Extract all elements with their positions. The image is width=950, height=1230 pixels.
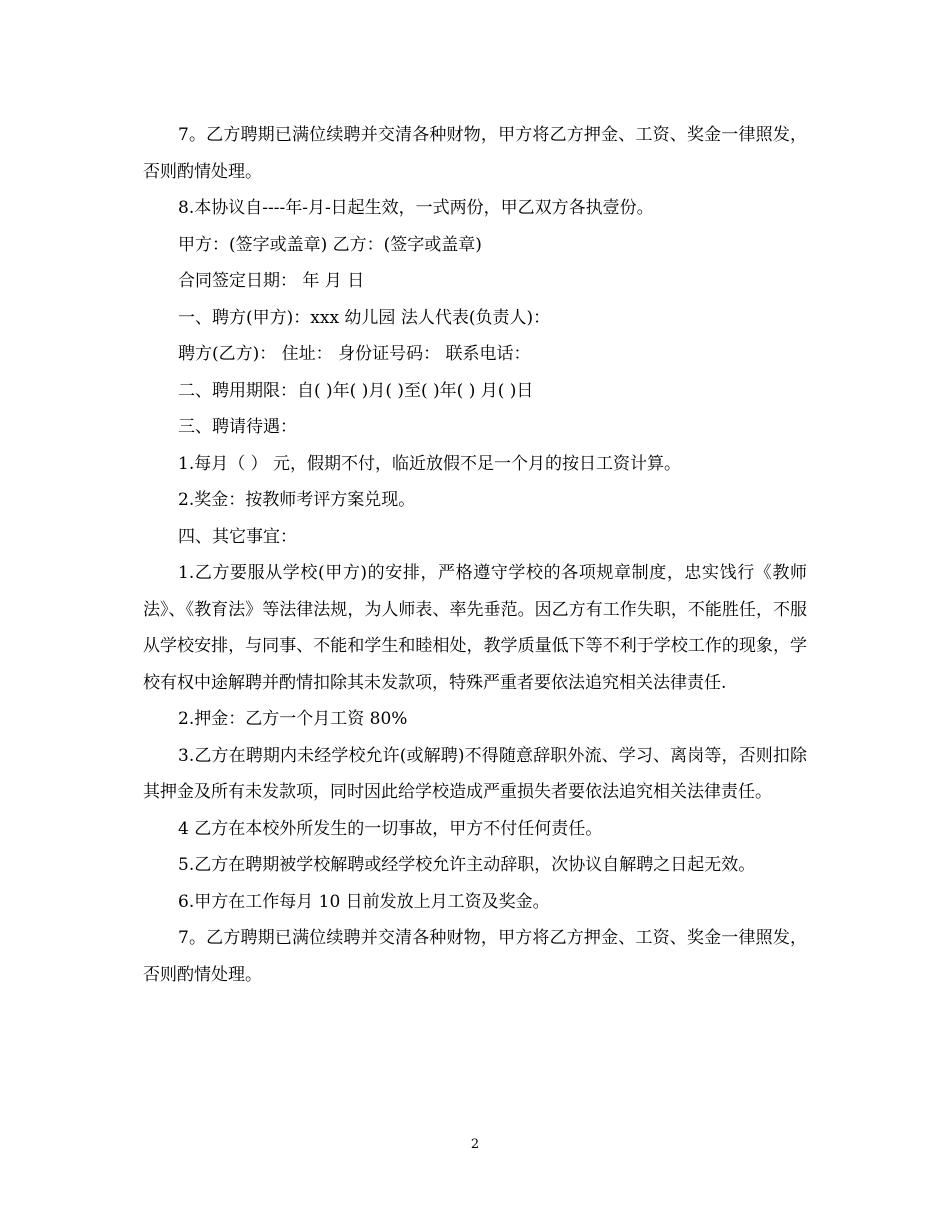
bonus-clause: 2.奖金：按教师考评方案兑现。 [178,490,416,510]
section-1-employer: 一、聘方(甲方)：xxx 幼儿园 法人代表(负责人)： [178,307,551,328]
other-clause-7: 7。乙方聘期已满位续聘并交清各种财物，甲方将乙方押金、工资、奖金一律照发，否则酌情处理。 [143,928,807,985]
other-clause-2-deposit: 2.押金：乙方一个月工资 80% [178,709,408,729]
salary-clause: 1.每月（ ） 元，假期不付，临近放假不足一个月的按日工资计算。 [178,453,682,474]
other-clause-6: 6.甲方在工作每月 10 日前发放上月工资及奖金。 [178,891,550,912]
other-clause-1: 1.乙方要服从学校(甲方)的安排，严格遵守学校的各项规章制度，忠实饯行《教师法》、《教育法》等法律法规，为人师表、率先垂范。因乙方有工作失职，不能胜任，不服从学校安排，与同事、不能和学生和睦相处，教学质量低下等不利于学校工作的现象，学校有权中途解聘并酌情扣除其未发款项，特殊严重者要依法追究相关法律责任. [143,563,807,693]
signature-line: 甲方：(签字或盖章) 乙方：(签字或盖章) [178,234,482,255]
other-clause-5: 5.乙方在聘期被学校解聘或经学校允许主动辞职，次协议自解聘之日起无效。 [178,855,756,875]
section-3-heading: 三、聘请待遇： [178,417,297,437]
clause-8-effective-date: 8.本协议自----年-月-日起生效，一式两份，甲乙双方各执壹份。 [178,198,654,218]
other-clause-3: 3.乙方在聘期内未经学校允许(或解聘)不得随意辞职外流、学习、离岗等，否则扣除其押金及所有未发款项，同时因此给学校造成严重损失者要依法追究相关法律责任。 [143,745,807,802]
page-number: 2 [470,1137,480,1152]
section-2-term: 二、聘用期限：自( )年( )月( )至( )年( ) 月( )日 [178,380,534,401]
other-clause-4: 4 乙方在本校外所发生的一切事故，甲方不付任何责任。 [178,818,603,839]
signing-date: 合同签定日期： 年 月 日 [178,271,365,291]
employee-info: 聘方(乙方)： 住址： 身份证号码： 联系电话： [178,344,531,364]
clause-7-renewal: 7。乙方聘期已满位续聘并交清各种财物，甲方将乙方押金、工资、奖金一律照发，否则酌情处理。 [143,125,807,182]
document-body [143,117,807,993]
section-4-heading: 四、其它事宜： [178,526,297,547]
